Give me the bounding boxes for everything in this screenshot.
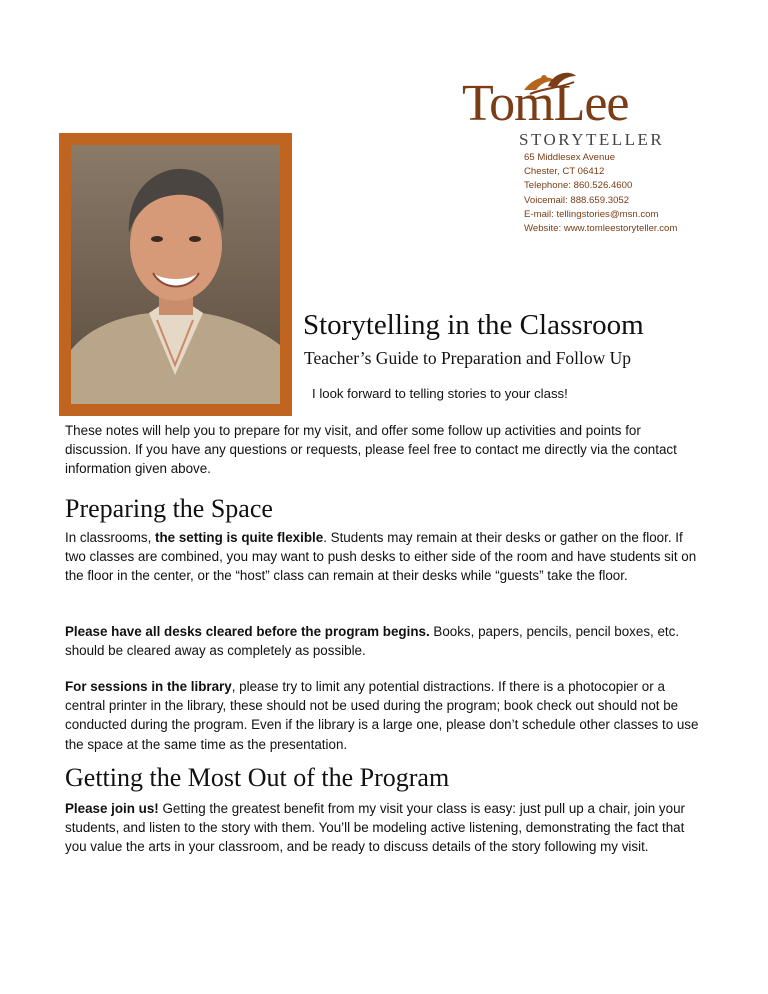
contact-email[interactable]: E-mail: tellingstories@msn.com xyxy=(524,208,659,220)
intro-paragraph: These notes will help you to prepare for my visit, and offer some follow up activities and points for discussion. If you have any questions or requests, please feel free to contact me directly via the contact information given above. xyxy=(65,423,677,477)
paragraph-library: For sessions in the library, please try to limit any potential distractions. If there is a photocopier or a central printer in the library, these should not be used during the program; book check out should not be conducted during the program. Even if the library is a large one, please don’t schedule other classes to use the space at the same time as the presentation. xyxy=(65,679,699,752)
paragraph-desks: Please have all desks cleared before the program begins. Books, papers, pencils, pencil boxes, etc. should be cleared away as completely as possible. xyxy=(65,624,680,659)
section-heading-preparing: Preparing the Space xyxy=(65,494,273,523)
contact-telephone: Telephone: 860.526.4600 xyxy=(524,180,633,192)
greeting-text: I look forward to telling stories to your class! xyxy=(312,386,568,401)
contact-address: 65 Middlesex Avenue xyxy=(524,152,616,163)
contact-voicemail: Voicemail: 888.659.3052 xyxy=(524,194,630,206)
paragraph-classrooms: In classrooms, the setting is quite flexible. Students may remain at their desks or gather on the floor. If two classes are combined, you may want to push desks to either side of the room and have students sit on the floor in the center, or the “host” class can remain at their desks while “guests” take the floor. xyxy=(65,530,697,584)
portrait-frame xyxy=(59,133,292,416)
logo-subtitle: STORYTELLER xyxy=(519,130,665,149)
logo-name: TomLee xyxy=(462,75,629,132)
page-subtitle: Teacher’s Guide to Preparation and Follow Up xyxy=(304,348,631,368)
paragraph-join-us: Please join us! Getting the greatest benefit from my visit your class is easy: just pull up a chair, join your students, and listen to the story with them. You’ll be modeling active listening, demonstrating the fact that you value the arts in your classroom, and be ready to discuss details of the story following my visit. xyxy=(65,801,685,855)
section-heading-getting-most: Getting the Most Out of the Program xyxy=(65,763,450,792)
portrait-photo xyxy=(71,145,280,404)
contact-website[interactable]: Website: www.tomleestoryteller.com xyxy=(524,223,678,235)
contact-city: Chester, CT 06412 xyxy=(524,166,605,178)
page-title: Storytelling in the Classroom xyxy=(303,309,644,341)
contact-block xyxy=(524,151,677,236)
